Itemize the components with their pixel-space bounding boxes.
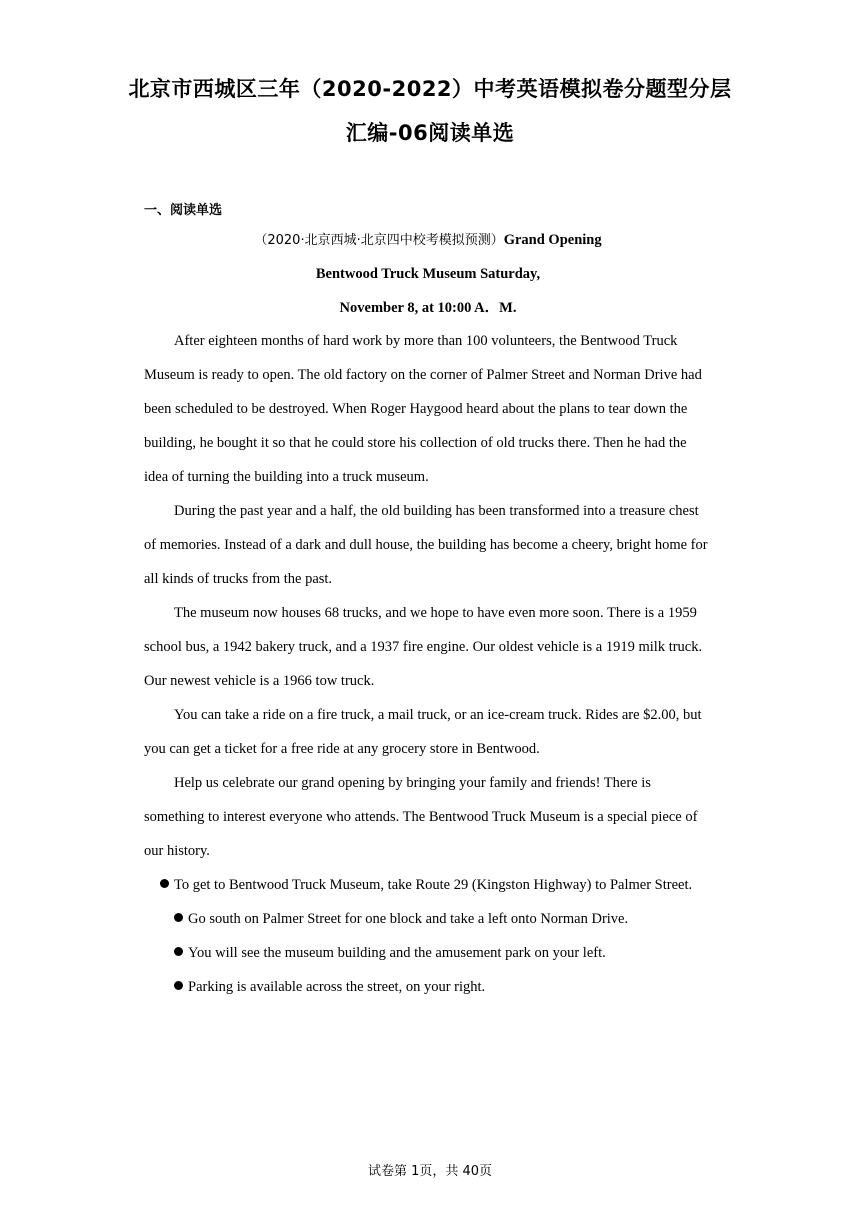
direction-text-2: Go south on Palmer Street for one block and take a left onto Norman Drive.	[188, 911, 629, 927]
direction-item-2	[144, 902, 714, 936]
section-heading: 一、阅读单选	[144, 203, 223, 218]
passage-source-line	[144, 230, 712, 251]
passage-source: （2020·北京西城·北京四中校考模拟预测）	[254, 233, 504, 248]
page-footer: 试卷第 1页，共 40页	[367, 1164, 493, 1179]
bullet-dot-icon	[160, 879, 169, 888]
passage-heading-line3: November 8, at 10:00 A．M.	[339, 300, 517, 316]
direction-text-4: Parking is available across the street, on your right.	[188, 979, 486, 995]
bullet-dot-icon	[174, 947, 183, 956]
direction-item-3	[144, 936, 714, 970]
bullet-dot-icon	[174, 981, 183, 990]
passage-heading-line1: Grand Opening	[503, 232, 602, 248]
document-title-line1: 北京市西城区三年（2020-2022）中考英语模拟卷分题型分层	[128, 77, 732, 101]
paragraph-5: Help us celebrate our grand opening by bringing your family and friends! There is something to interest everyone who attends. The Bentwood Truck Museum is a special piece of our history.	[144, 775, 698, 859]
direction-text-3: You will see the museum building and the amusement park on your left.	[188, 945, 606, 961]
passage-heading-line2: Bentwood Truck Museum Saturday,	[315, 266, 541, 282]
paragraph-1: After eighteen months of hard work by more than 100 volunteers, the Bentwood Truck Museum is ready to open. The old factory on the corner of Palmer Street and Norman Drive had been scheduled to be destroyed. When Roger Haygood heard about the plans to tear down the building, he bought it so that he could store his collection of old trucks there. Then he had the idea of turning the building into a truck museum.	[144, 333, 702, 485]
paragraph-3: The museum now houses 68 trucks, and we hope to have even more soon. There is a 1959 school bus, a 1942 bakery truck, and a 1937 fire engine. Our oldest vehicle is a 1919 milk truck. Our newest vehicle is a 1966 tow truck.	[144, 605, 703, 689]
direction-item-4	[144, 970, 714, 1004]
bullet-dot-icon	[174, 913, 183, 922]
document-title-line2: 汇编-06阅读单选	[345, 121, 515, 145]
paragraph-2: During the past year and a half, the old building has been transformed into a treasure chest of memories. Instead of a dark and dull house, the building has become a cheery, bright home for all kinds of trucks from the past.	[144, 503, 708, 587]
direction-text-1: To get to Bentwood Truck Museum, take Route 29 (Kingston Highway) to Palmer Street.	[174, 877, 693, 893]
paragraph-4: You can take a ride on a fire truck, a mail truck, or an ice-cream truck. Rides are $2.00, but you can get a ticket for a free ride at any grocery store in Bentwood.	[144, 707, 702, 757]
direction-item-1	[144, 868, 714, 902]
passage-body	[144, 324, 714, 1004]
